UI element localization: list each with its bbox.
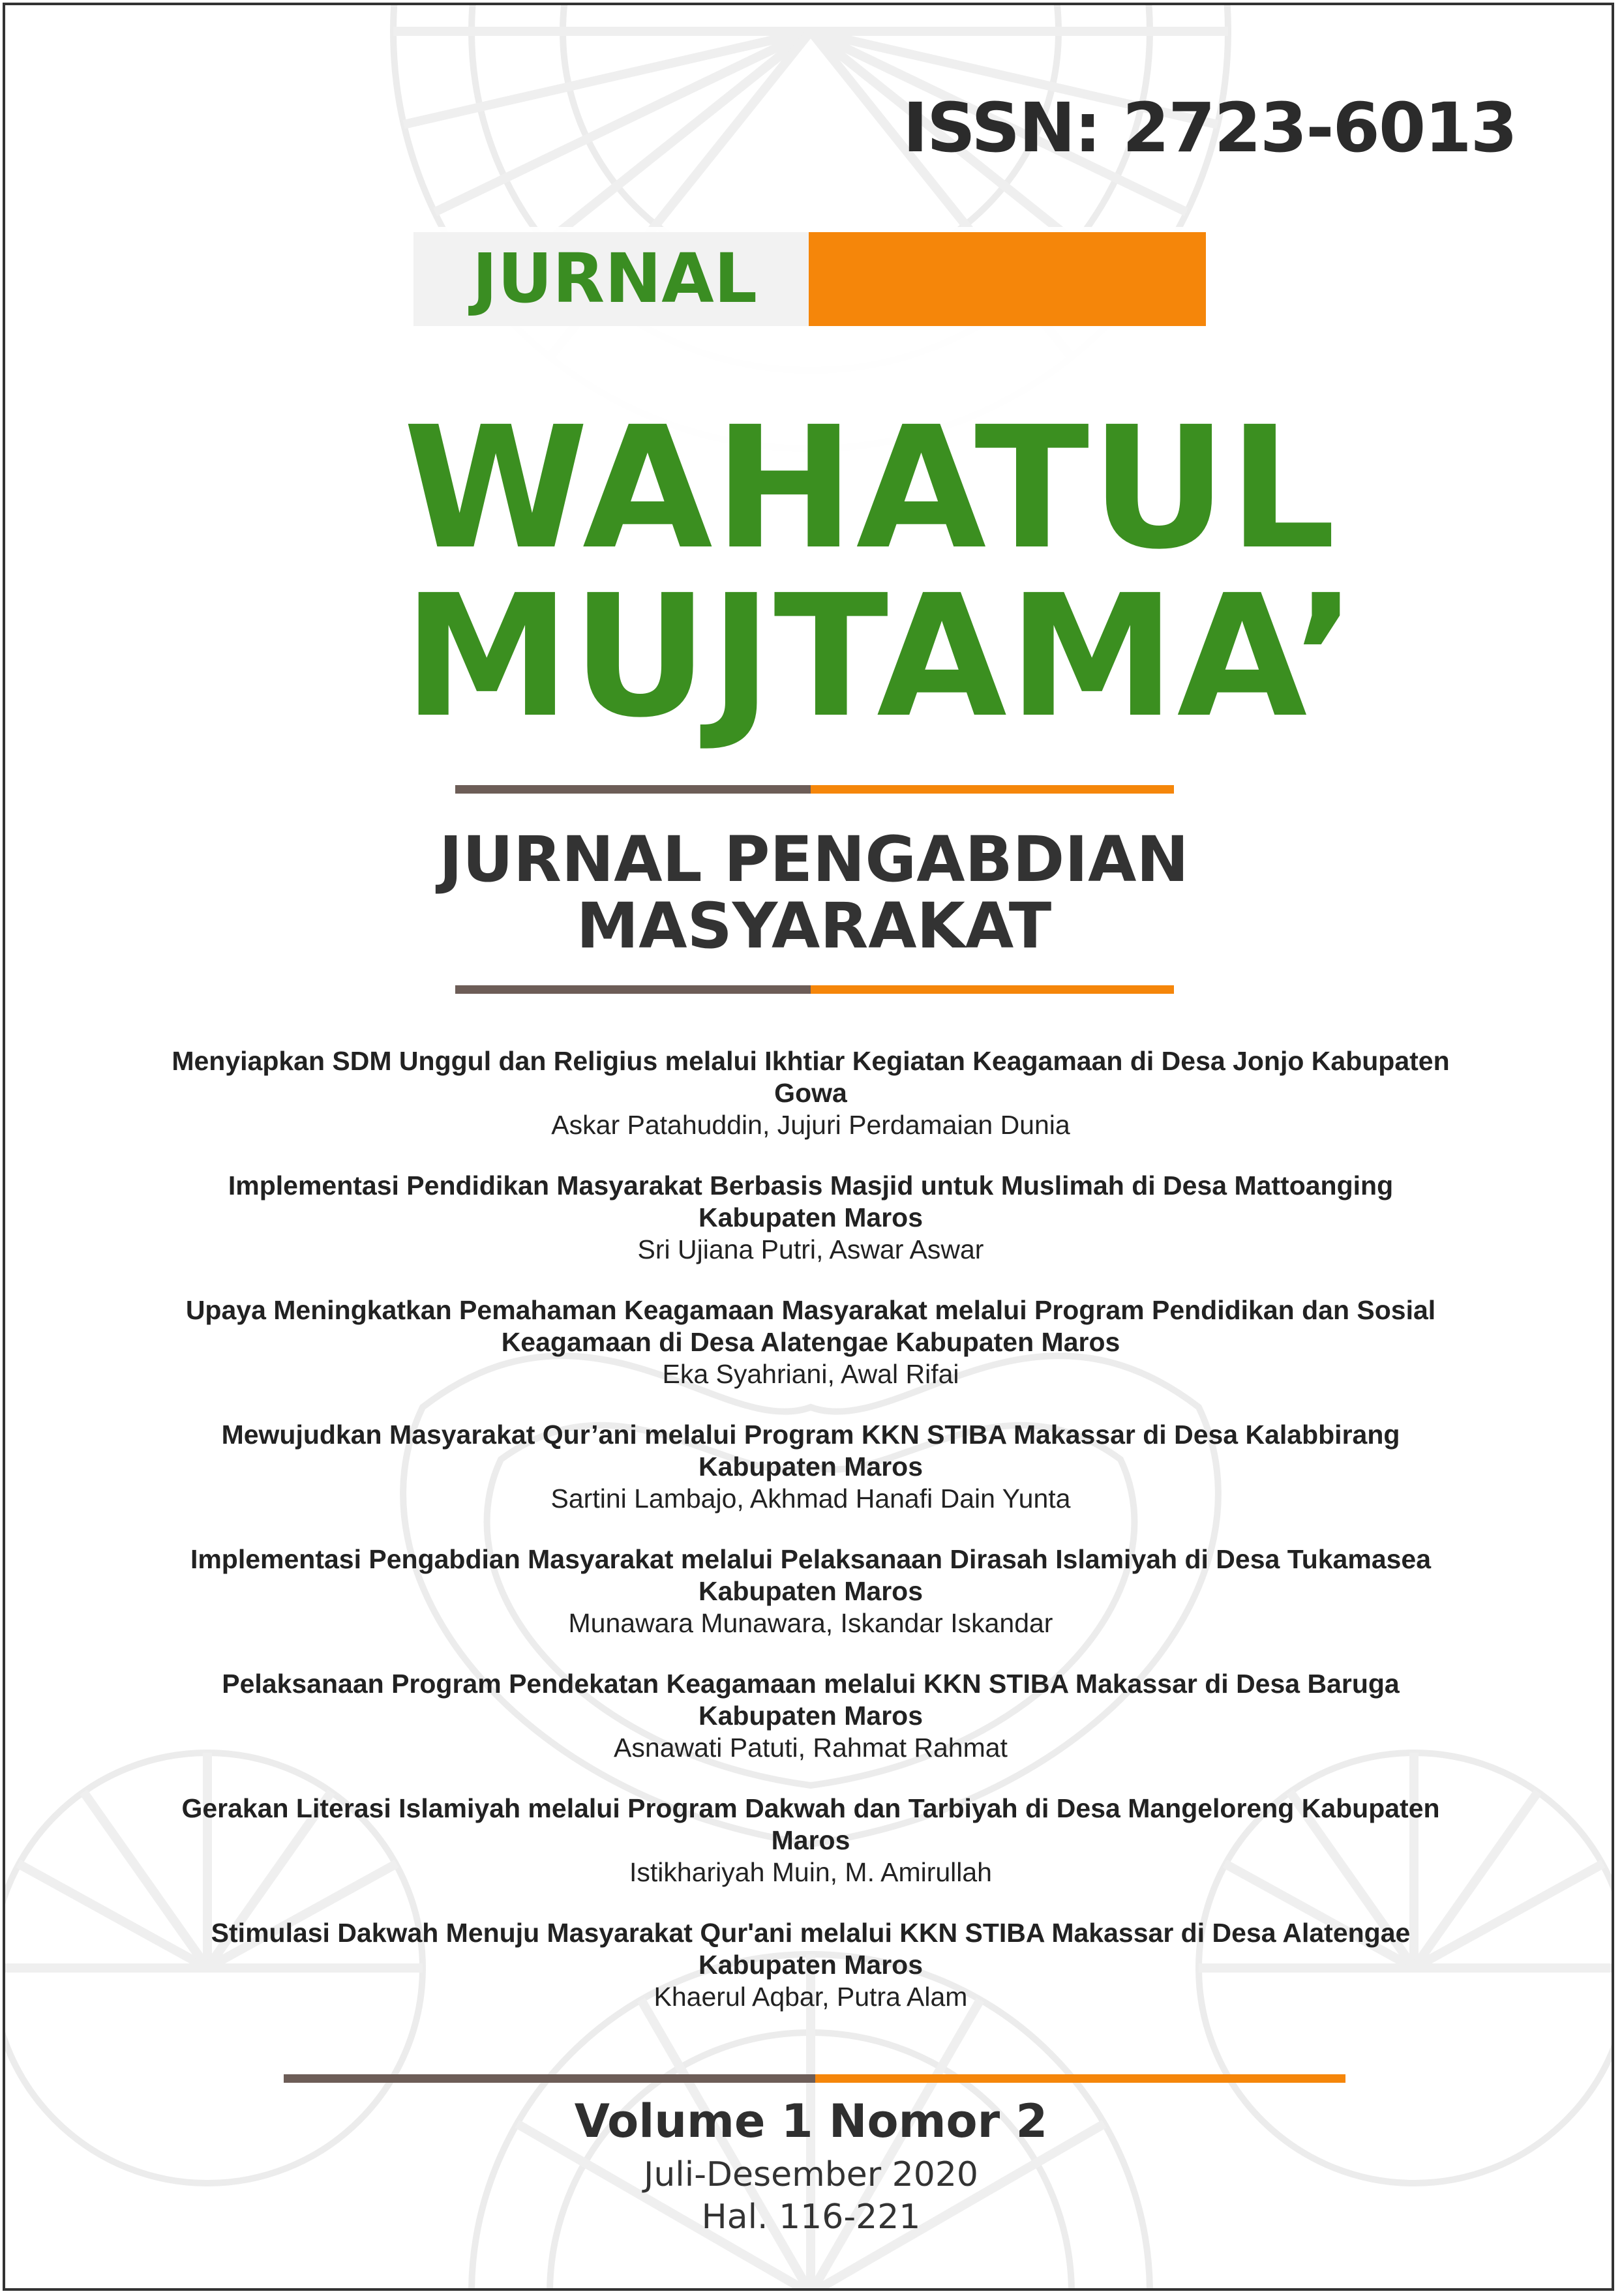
article-item [103, 1793, 1518, 1888]
orange-accent-block [809, 232, 1206, 326]
divider-bottom [284, 2074, 1345, 2083]
issn-number: ISSN: 2723-6013 [903, 88, 1516, 168]
article-title-line: Kabupaten Maros [698, 1950, 923, 1980]
page-range: Hal. 116-221 [701, 2198, 921, 2237]
article-item [103, 1668, 1518, 1764]
article-item [103, 1045, 1518, 1141]
volume-number: Volume 1 Nomor 2 [574, 2095, 1048, 2148]
article-item [103, 1419, 1518, 1515]
article-item [103, 1294, 1518, 1390]
article-title-line: Maros [771, 1825, 850, 1855]
article-title-line: Upaya Meningkatkan Pemahaman Keagamaan Masyarakat melalui Program Pendidikan dan Sosial [185, 1295, 1436, 1325]
article-list [103, 1045, 1518, 2042]
article-authors: Sri Ujiana Putri, Aswar Aswar [637, 1234, 984, 1264]
article-title-line: Stimulasi Dakwah Menuju Masyarakat Qur'ani melalui KKN STIBA Makassar di Desa Alatengae [211, 1918, 1411, 1948]
publication-period: Juli-Desember 2020 [644, 2155, 978, 2194]
article-authors: Askar Patahuddin, Jujuri Perdamaian Dunia [551, 1110, 1070, 1140]
subtitle-line1: JURNAL PENGABDIAN [439, 823, 1189, 896]
journal-cover [3, 3, 1614, 2291]
article-title-line: Implementasi Pengabdian Masyarakat melalui Pelaksanaan Dirasah Islamiyah di Desa Tukamasea [190, 1544, 1432, 1574]
journal-title-line1: WAHATUL [403, 391, 1338, 586]
article-item [103, 1543, 1518, 1639]
divider-top [455, 785, 1174, 794]
article-title-line: Gerakan Literasi Islamiyah melalui Program Dakwah dan Tarbiyah di Desa Mangeloreng Kabupaten [181, 1793, 1440, 1823]
article-title-line: Mewujudkan Masyarakat Qur’ani melalui Program KKN STIBA Makassar di Desa Kalabbirang [221, 1420, 1400, 1450]
article-title-line: Kabupaten Maros [698, 1452, 923, 1482]
article-title-line: Pelaksanaan Program Pendekatan Keagamaan melalui KKN STIBA Makassar di Desa Baruga [222, 1669, 1400, 1699]
article-authors: Istikhariyah Muin, M. Amirullah [629, 1857, 992, 1887]
article-authors: Asnawati Patuti, Rahmat Rahmat [614, 1733, 1008, 1763]
article-title-line: Implementasi Pendidikan Masyarakat Berbasis Masjid untuk Muslimah di Desa Mattoanging [228, 1170, 1394, 1200]
article-title-line: Kabupaten Maros [698, 1701, 923, 1731]
jurnal-label: JURNAL [472, 239, 758, 318]
article-title-line: Kabupaten Maros [698, 1576, 923, 1606]
article-authors: Sartini Lambajo, Akhmad Hanafi Dain Yunta [550, 1483, 1071, 1513]
article-title-line: Keagamaan di Desa Alatengae Kabupaten Maros [501, 1327, 1120, 1357]
divider-middle [455, 985, 1174, 994]
article-authors: Eka Syahriani, Awal Rifai [662, 1359, 959, 1389]
article-authors: Munawara Munawara, Iskandar Iskandar [568, 1608, 1053, 1638]
article-title-line: Gowa [774, 1078, 847, 1108]
article-title-line: Kabupaten Maros [698, 1202, 923, 1232]
article-item [103, 1917, 1518, 2013]
subtitle-line2: MASYARAKAT [576, 889, 1052, 962]
article-item [103, 1170, 1518, 1266]
article-title-line: Menyiapkan SDM Unggul dan Religius melalui Ikhtiar Kegiatan Keagamaan di Desa Jonjo Kabupaten [172, 1046, 1450, 1076]
journal-title-line2: MUJTAMA’ [403, 559, 1359, 754]
article-authors: Khaerul Aqbar, Putra Alam [653, 1982, 968, 2012]
